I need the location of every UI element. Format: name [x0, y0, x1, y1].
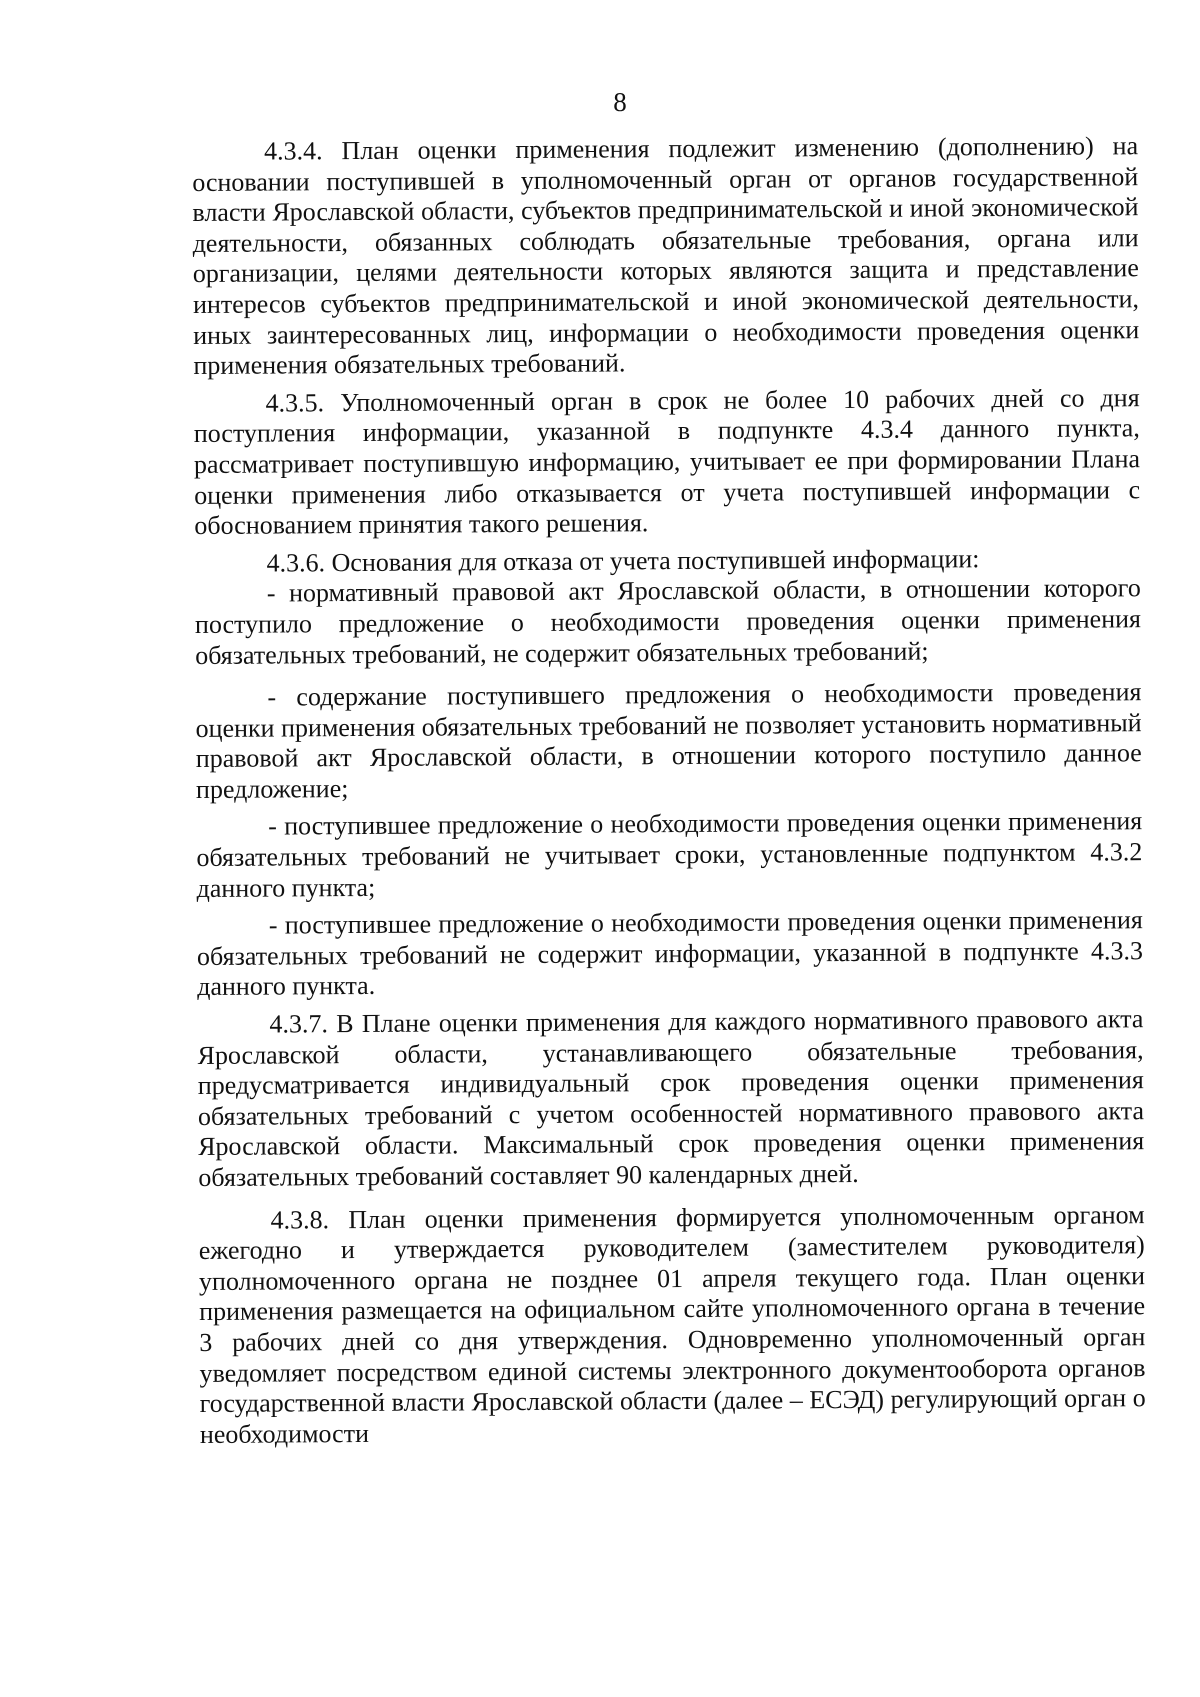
list-item-refusal-reason-2: - содержание поступившего предложения о необходимости проведения оценки применения обязательных требований не позволяет установить нормативный правовой акт Ярославской области, в отношении которого поступило данное предложение;	[195, 677, 1142, 804]
paragraph-4-3-5: 4.3.5. Уполномоченный орган в срок не более 10 рабочих дней со дня поступления информации, указанной в подпункте 4.3.4 данного пункта, рассматривает поступившую информацию, учитывает ее при формировании Плана оценки применения либо отказывается от учета поступившей информации с обоснованием принятия такого решения.	[193, 382, 1141, 541]
document-body	[192, 131, 1146, 1450]
paragraph-4-3-6: 4.3.6. Основания для отказа от учета поступившей информации:	[266, 543, 980, 578]
list-item-refusal-reason-4: - поступившее предложение о необходимости проведения оценки применения обязательных требований не содержит информации, указанной в подпункте 4.3.3 данного пункта.	[196, 905, 1144, 1002]
list-item-refusal-reason-1: - нормативный правовой акт Ярославской области, в отношении которого поступило предложение о необходимости проведения оценки применения обязательных требований, не содержит обязательных требований;	[194, 573, 1142, 670]
paragraph-4-3-4: 4.3.4. План оценки применения подлежит изменению (дополнению) на основании поступившей в уполномоченный орган от органов государственной власти Ярославской области, субъектов предпринимательской и иной экономической деятельности, обязанных соблюдать обязательные требования, органа или организации, целями деятельности которых являются защита и представление интересов субъектов предпринимательской и иной экономической деятельности, иных заинтересованных лиц, информации о необходимости проведения оценки применения обязательных требований.	[192, 131, 1140, 381]
page-number: 8	[613, 87, 627, 117]
list-item-refusal-reason-3: - поступившее предложение о необходимости проведения оценки применения обязательных требований не учитывает сроки, установленные подпунктом 4.3.2 данного пункта;	[196, 806, 1143, 903]
paragraph-4-3-8: 4.3.8. План оценки применения формируется уполномоченным органом ежегодно и утверждается руководителем (заместителем руководителя) уполномоченного органа не позднее 01 апреля текущего года. План оценки применения размещается на официальном сайте уполномоченного органа в течение 3 рабочих дней со дня утверждения. Одновременно уполномоченный орган уведомляет посредством единой системы электронного документооборота органов государственной власти Ярославской области (далее – ЕСЭД) регулирующий орган о необходимости	[198, 1199, 1146, 1449]
paragraph-4-3-7: 4.3.7. В Плане оценки применения для каждого нормативного правового акта Ярославской области, устанавливающего обязательные требования, предусматривается индивидуальный срок проведения оценки применения обязательных требований с учетом особенностей нормативного правового акта Ярославской области. Максимальный срок проведения оценки применения обязательных требований составляет 90 календарных дней.	[197, 1004, 1145, 1192]
